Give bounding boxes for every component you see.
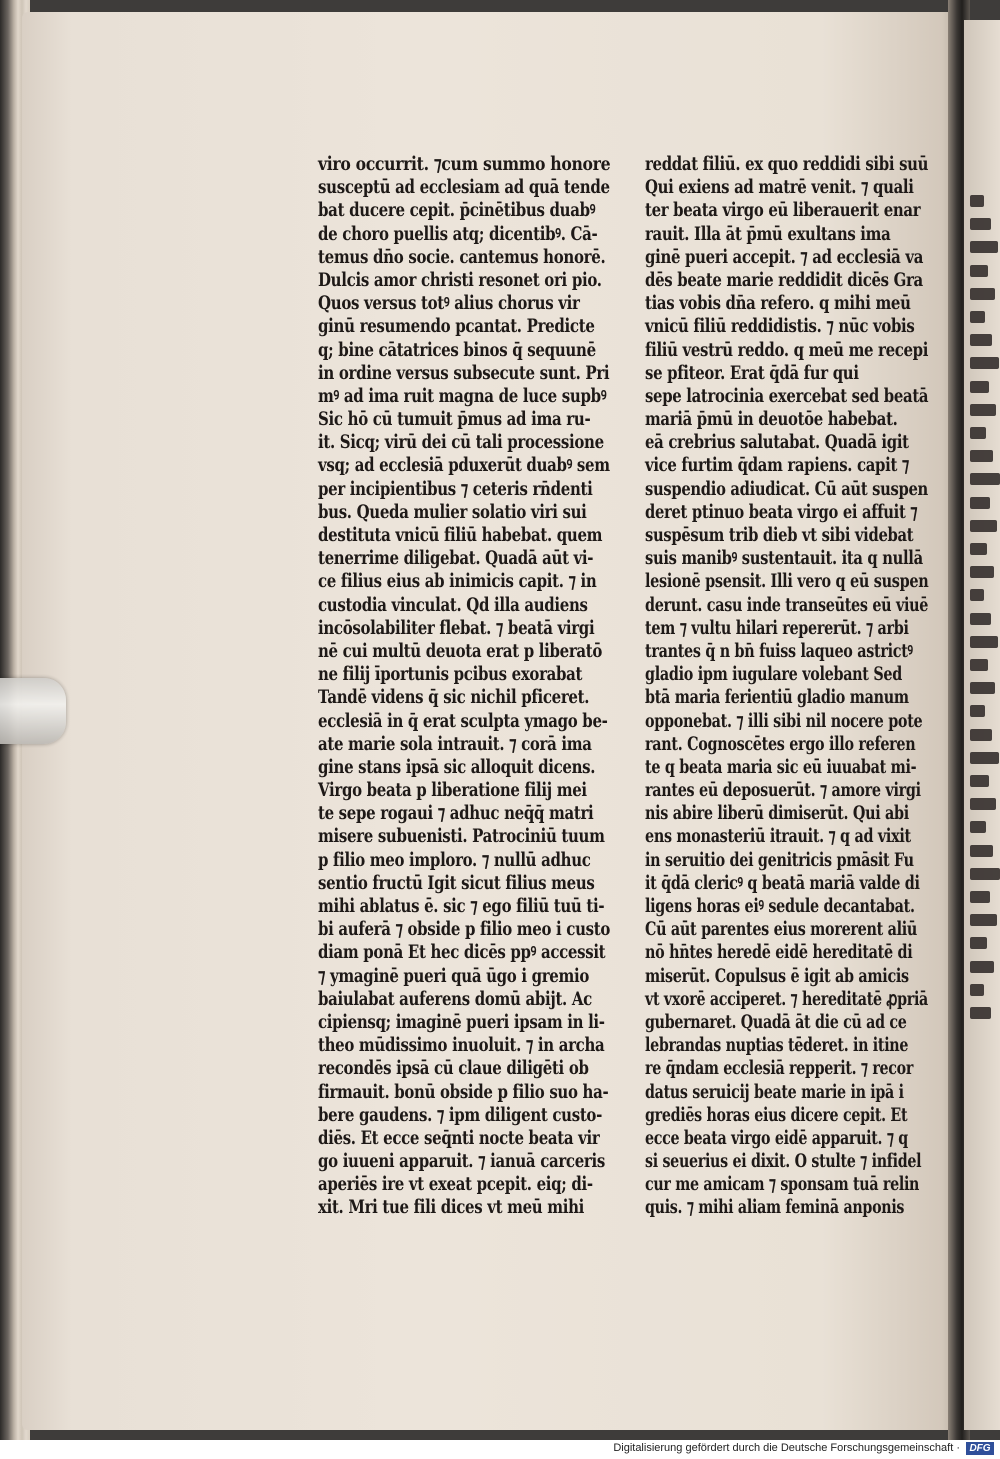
text-line: dēs beate marie reddidit dicēs Gra bbox=[645, 268, 923, 291]
text-line: bat ducere cepit. p̄cinētibus duabꝰ bbox=[318, 199, 596, 222]
text-line: te q beata maria sic eū iuuabat mi- bbox=[645, 755, 917, 778]
text-line: si seuerius ei dixit. O stulte ⁊ infidel bbox=[645, 1150, 922, 1173]
text-line: rantes eū deposuerūt. ⁊ amore virgi bbox=[645, 779, 921, 802]
text-line: incōsolabiliter flebat. ⁊ beatā virgi bbox=[318, 616, 595, 639]
text-line: recondēs ipsā cū claue diligēti ob bbox=[318, 1057, 589, 1080]
text-line: datus seruicij beate marie in ipā i bbox=[645, 1080, 904, 1103]
text-line: in ordine versus subsecute sunt. Pri bbox=[318, 361, 610, 384]
text-line: tias vobis dn̄a refero. q mihi meū bbox=[645, 292, 911, 315]
text-line: ginē pueri accepit. ⁊ ad ecclesiā va bbox=[645, 245, 924, 268]
text-line: vnicū filiū reddidistis. ⁊ nūc vobis bbox=[645, 315, 915, 338]
text-line: reddat filiū. ex quo reddidi sibi suū bbox=[645, 153, 929, 175]
text-line: viro occurrit. ⁊cum summo honore bbox=[318, 153, 611, 175]
text-line: suspēsum trib dieb vt sibi videbat bbox=[645, 524, 914, 546]
text-line: ens monasteriū itrauit. ⁊ q ad vixit bbox=[645, 825, 911, 848]
text-line: bus. Queda mulier solatio viri sui bbox=[318, 500, 587, 523]
text-line: mꝰ ad ima ruit magna de luce supbꝰ bbox=[318, 384, 607, 407]
text-line: vt vxorē acciperet. ⁊ hereditatē ꝓpriā bbox=[645, 987, 928, 1010]
text-line: ginū resumendo pcantat. Predicte bbox=[318, 315, 595, 338]
text-line: it. Sicq; virū dei cū tali processione bbox=[318, 431, 604, 454]
text-line: tem ⁊ vultu hilari repererūt. ⁊ arbi bbox=[645, 616, 909, 639]
text-line: Virgo beata p liberatione filij mei bbox=[318, 779, 587, 802]
text-line: cur me amicam ⁊ sponsam tuā relin bbox=[645, 1173, 920, 1196]
text-line: ecce beata virgo eidē apparuit. ⁊ q bbox=[645, 1126, 908, 1149]
text-line: nis abire liberū dimiserūt. Qui abi bbox=[645, 802, 909, 825]
text-line: deret ptinuo beata virgo ei affuit ⁊ bbox=[645, 500, 918, 523]
text-line: theo mūdissimo inuoluit. ⁊ in archa bbox=[318, 1034, 605, 1057]
text-line: destituta vnicū filiū habebat. quem bbox=[318, 524, 603, 546]
text-line: btā maria ferientiū gladio manum bbox=[645, 686, 909, 709]
text-line: mariā p̄mū in deuotōe habebat. bbox=[645, 408, 898, 431]
text-line: lesionē psensit. Illi vero q eū suspen bbox=[645, 570, 929, 593]
text-line: q; bine cātatrices binos q̄ sequunē bbox=[318, 338, 596, 361]
text-line: gine stans ipsā sic alloquit dicens. bbox=[318, 755, 596, 778]
text-line: tenerrime diligebat. Quadā aūt vi- bbox=[318, 547, 594, 570]
text-line: go iuueni apparuit. ⁊ ianuā carceris bbox=[318, 1150, 605, 1173]
text-line: Tandē videns q̄ sic nichil pficeret. bbox=[318, 686, 590, 709]
text-line: miserūt. Copulsus ē igit ab amicis bbox=[645, 964, 909, 987]
text-line: ter beata virgo eū liberauerit enar bbox=[645, 199, 921, 222]
text-line: custodia vinculat. Qd illa audiens bbox=[318, 593, 588, 616]
text-line: nē cui multū deuota erat p liberatō bbox=[318, 639, 603, 662]
text-line: suis manibꝰ sustentauit. ita q nullā bbox=[645, 547, 923, 570]
text-line: nō hn̄tes heredē eidē hereditatē di bbox=[645, 941, 913, 964]
text-line: ecclesiā in q̄ erat sculpta ymago be- bbox=[318, 709, 608, 732]
text-line: vsq; ad ecclesiā pduxerūt duabꝰ sem bbox=[318, 454, 610, 477]
text-line: grediēs horas eius dicere cepit. Et bbox=[645, 1103, 908, 1126]
text-line: Quos versus totꝰ alius chorus vir bbox=[318, 292, 580, 315]
text-line: temus dn̄o socie. cantemus honorē. bbox=[318, 245, 606, 268]
text-line: derunt. casu inde transeūtes eū viuē bbox=[645, 593, 929, 616]
text-line: firmauit. bonū obside p filio suo ha- bbox=[318, 1080, 609, 1103]
text-line: ligens horas eiꝰ sedule decantabat. bbox=[645, 895, 915, 917]
text-line: Dulcis amor christi resonet ori pio. bbox=[318, 268, 602, 291]
text-line: ce filius eius ab inimicis capit. ⁊ in bbox=[318, 570, 597, 593]
digitization-footer bbox=[0, 1440, 1000, 1459]
text-line: Sic hō cū tumuit p̄mus ad ima ru- bbox=[318, 408, 591, 431]
text-line: Cū aūt parentes eius morerent aliū bbox=[645, 918, 918, 941]
text-line: ate marie sola intrauit. ⁊ corā ima bbox=[318, 732, 592, 755]
text-line: lebrandas nuptias tēderet. in itine bbox=[645, 1034, 909, 1057]
text-line: se pfiteor. Erat q̄dā fur qui bbox=[645, 361, 859, 384]
text-line: sepe latrocinia exercebat sed beatā bbox=[645, 384, 929, 407]
page-clip bbox=[0, 678, 66, 744]
text-line: ⁊ ymaginē pueri quā ūgo i gremio bbox=[318, 964, 590, 987]
text-line: vice furtim q̄dam rapiens. capit ⁊ bbox=[645, 454, 909, 477]
text-line: per incipientibus ⁊ ceteris rn̄denti bbox=[318, 477, 593, 500]
text-line: in seruitio dei genitricis pmāsit Fu bbox=[645, 848, 914, 871]
text-line: aperiēs ire vt exeat pcepit. eiq; di- bbox=[318, 1173, 593, 1196]
text-line: mihi ablatus ē. sic ⁊ ego filiū tuū ti- bbox=[318, 895, 605, 917]
text-line: baiulabat auferens domū abijt. Ac bbox=[318, 987, 592, 1010]
text-line: gubernaret. Quadā āt die cū ad ce bbox=[645, 1010, 907, 1033]
text-line: gladio ipm iugulare volebant Sed bbox=[645, 663, 902, 686]
text-line: de choro puellis atq; dicentibꝰ. Cā- bbox=[318, 222, 598, 245]
text-line: cipiensq; imaginē pueri ipsam in li- bbox=[318, 1010, 605, 1033]
text-line: xit. Mri tue fili dices vt meū mihi bbox=[318, 1196, 585, 1219]
text-line: trantes q̄ n bn̄ fuiss laqueo astrictꝰ bbox=[645, 639, 913, 662]
text-line: sentio fructū Igit sicut filius meus bbox=[318, 871, 595, 894]
funding-notice: Digitalisierung gefördert durch die Deutsche Forschungsgemeinschaft · bbox=[613, 1442, 960, 1454]
text-line: diam ponā Et hec dicēs ppꝰ accessit bbox=[318, 941, 606, 964]
text-line: rauit. Illa āt p̄mū exultans ima bbox=[645, 222, 891, 245]
text-line: rant. Cognoscētes ergo illo referen bbox=[645, 732, 916, 755]
text-line: Qui exiens ad matrē venit. ⁊ quali bbox=[645, 176, 914, 199]
text-line: filiū vestrū reddo. q meū me recepi bbox=[645, 338, 929, 361]
text-column-right bbox=[645, 153, 1000, 1220]
text-line: susceptū ad ecclesiam ad quā tende bbox=[318, 176, 610, 199]
text-line: bi auferā ⁊ obside p filio meo i custo bbox=[318, 918, 611, 941]
text-line: bere gaudens. ⁊ ipm diligent custo- bbox=[318, 1103, 602, 1126]
text-line: suspendio adiudicat. Cū aūt suspen bbox=[645, 477, 928, 500]
text-line: ne filij īportunis pcibus exorabat bbox=[318, 663, 583, 686]
text-line: opponebat. ⁊ illi sibi nil nocere pote bbox=[645, 709, 923, 732]
dfg-logo: DFG bbox=[966, 1442, 994, 1455]
text-line: eā crebrius salutabat. Quadā igit bbox=[645, 431, 909, 454]
text-line: it q̄dā clericꝰ q beatā mariā valde di bbox=[645, 871, 920, 894]
text-line: quis. ⁊ mihi aliam feminā anponis bbox=[645, 1196, 905, 1219]
text-line: p filio meo imploro. ⁊ nullū adhuc bbox=[318, 848, 591, 871]
text-column-left bbox=[318, 153, 689, 1220]
text-line: re q̄ndam ecclesiā repperit. ⁊ recor bbox=[645, 1057, 914, 1080]
text-line: diēs. Et ecce seq̄nti nocte beata vir bbox=[318, 1126, 600, 1149]
text-line: misere subuenisti. Patrociniū tuum bbox=[318, 825, 605, 848]
text-line: te sepe rogaui ⁊ adhuc neq̄q̄ matri bbox=[318, 802, 594, 825]
